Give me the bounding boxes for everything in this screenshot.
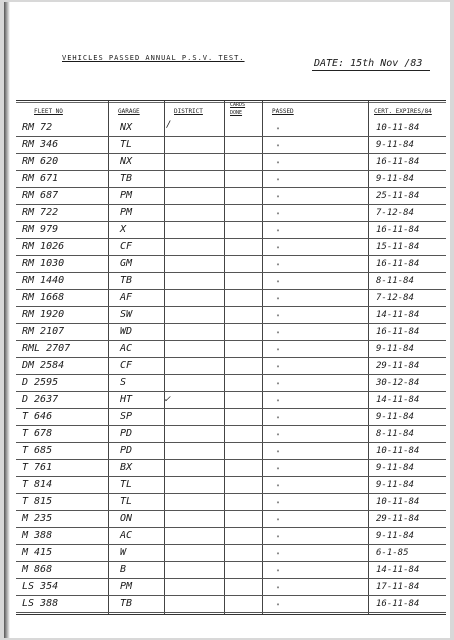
fleet-number: RM 671 bbox=[22, 173, 59, 184]
fleet-number: RM 2107 bbox=[22, 326, 65, 337]
passed-ditto: " bbox=[276, 450, 280, 457]
passed-ditto: " bbox=[276, 586, 280, 593]
fleet-number: RML 2707 bbox=[22, 343, 71, 354]
passed-ditto: " bbox=[276, 178, 280, 185]
header-passed: PASSED bbox=[272, 108, 294, 115]
fleet-number: RM 1440 bbox=[22, 275, 65, 286]
cert-expiry-date: 29-11-84 bbox=[376, 514, 420, 524]
header-fleet-no: FLEET NO bbox=[34, 108, 63, 115]
document-title: VEHICLES PASSED ANNUAL P.S.V. TEST. bbox=[62, 54, 245, 62]
cert-expiry-date: 8-11-84 bbox=[376, 276, 414, 286]
cert-expiry-date: 16-11-84 bbox=[376, 157, 420, 167]
passed-ditto: " bbox=[276, 348, 280, 355]
cert-expiry-date: 9-11-84 bbox=[376, 344, 414, 354]
cert-expiry-date: 8-11-84 bbox=[376, 429, 414, 439]
garage-code: SW bbox=[120, 309, 133, 320]
cert-expiry-date: 10-11-84 bbox=[376, 446, 420, 456]
cert-expiry-date: 10-11-84 bbox=[376, 497, 420, 507]
garage-code: TL bbox=[120, 479, 133, 490]
cert-expiry-date: 16-11-84 bbox=[376, 225, 420, 235]
garage-code: NX bbox=[120, 122, 133, 133]
cert-expiry-date: 9-11-84 bbox=[376, 412, 414, 422]
fleet-number: RM 620 bbox=[22, 156, 59, 167]
garage-code: BX bbox=[120, 462, 133, 473]
fleet-number: RM 346 bbox=[22, 139, 59, 150]
garage-code: CF bbox=[120, 241, 133, 252]
fleet-number: RM 687 bbox=[22, 190, 59, 201]
header-district: DISTRICT bbox=[174, 108, 203, 115]
cert-expiry-date: 14-11-84 bbox=[376, 395, 420, 405]
passed-ditto: " bbox=[276, 314, 280, 321]
cert-expiry-date: 30-12-84 bbox=[376, 378, 420, 388]
garage-code: CF bbox=[120, 360, 133, 371]
cert-expiry-date: 7-12-84 bbox=[376, 208, 414, 218]
check-mark: ✓ bbox=[164, 394, 171, 405]
passed-ditto: " bbox=[276, 501, 280, 508]
fleet-number: RM 979 bbox=[22, 224, 59, 235]
fleet-number: DM 2584 bbox=[22, 360, 65, 371]
garage-code: PM bbox=[120, 190, 133, 201]
header-done: DONE bbox=[230, 110, 243, 116]
garage-code: NX bbox=[120, 156, 133, 167]
fleet-number: M 388 bbox=[22, 530, 53, 541]
passed-ditto: " bbox=[276, 535, 280, 542]
garage-code: B bbox=[120, 564, 127, 575]
garage-code: TB bbox=[120, 275, 133, 286]
table-row bbox=[16, 594, 446, 613]
passed-ditto: " bbox=[276, 382, 280, 389]
cert-expiry-date: 7-12-84 bbox=[376, 293, 414, 303]
fleet-number: RM 72 bbox=[22, 122, 53, 133]
passed-ditto: " bbox=[276, 365, 280, 372]
garage-code: PM bbox=[120, 581, 133, 592]
garage-code: S bbox=[120, 377, 127, 388]
passed-ditto: " bbox=[276, 552, 280, 559]
cert-expiry-date: 10-11-84 bbox=[376, 123, 420, 133]
fleet-number: RM 1920 bbox=[22, 309, 65, 320]
passed-ditto: " bbox=[276, 297, 280, 304]
garage-code: AC bbox=[120, 343, 133, 354]
fleet-number: RM 722 bbox=[22, 207, 59, 218]
fleet-number: T 678 bbox=[22, 428, 53, 439]
cert-expiry-date: 25-11-84 bbox=[376, 191, 420, 201]
garage-code: PM bbox=[120, 207, 133, 218]
cert-expiry-date: 16-11-84 bbox=[376, 259, 420, 269]
table-bottom-rule bbox=[16, 614, 446, 615]
passed-ditto: " bbox=[276, 603, 280, 610]
fleet-number: M 868 bbox=[22, 564, 53, 575]
fleet-number: M 235 bbox=[22, 513, 53, 524]
date-underline bbox=[312, 70, 430, 71]
garage-code: W bbox=[120, 547, 127, 558]
fleet-number: RM 1026 bbox=[22, 241, 65, 252]
garage-code: WD bbox=[120, 326, 133, 337]
garage-code: TL bbox=[120, 496, 133, 507]
passed-ditto: " bbox=[276, 331, 280, 338]
passed-ditto: " bbox=[276, 416, 280, 423]
passed-ditto: " bbox=[276, 127, 280, 134]
cert-expiry-date: 9-11-84 bbox=[376, 174, 414, 184]
fleet-number: RM 1030 bbox=[22, 258, 65, 269]
cert-expiry-date: 9-11-84 bbox=[376, 463, 414, 473]
cert-expiry-date: 14-11-84 bbox=[376, 565, 420, 575]
passed-ditto: " bbox=[276, 195, 280, 202]
garage-code: AC bbox=[120, 530, 133, 541]
passed-ditto: " bbox=[276, 484, 280, 491]
garage-code: GM bbox=[120, 258, 133, 269]
passed-ditto: " bbox=[276, 161, 280, 168]
garage-code: SP bbox=[120, 411, 133, 422]
fleet-number: T 761 bbox=[22, 462, 53, 473]
district-tick-mark: / bbox=[166, 120, 172, 130]
fleet-number: D 2595 bbox=[22, 377, 59, 388]
header-cert-expires: CERT. EXPIRES/84 bbox=[374, 108, 432, 115]
garage-code: AF bbox=[120, 292, 133, 303]
fleet-number: T 814 bbox=[22, 479, 53, 490]
passed-ditto: " bbox=[276, 144, 280, 151]
fleet-number: M 415 bbox=[22, 547, 53, 558]
table-top-rule bbox=[16, 100, 446, 101]
garage-code: ON bbox=[120, 513, 133, 524]
cert-expiry-date: 9-11-84 bbox=[376, 531, 414, 541]
passed-ditto: " bbox=[276, 433, 280, 440]
garage-code: HT bbox=[120, 394, 133, 405]
passed-ditto: " bbox=[276, 399, 280, 406]
cert-expiry-date: 17-11-84 bbox=[376, 582, 420, 592]
passed-ditto: " bbox=[276, 569, 280, 576]
garage-code: TL bbox=[120, 139, 133, 150]
fleet-number: LS 354 bbox=[22, 581, 59, 592]
passed-ditto: " bbox=[276, 229, 280, 236]
cert-expiry-date: 9-11-84 bbox=[376, 140, 414, 150]
fleet-number: RM 1668 bbox=[22, 292, 65, 303]
scan-shadow-edge bbox=[4, 2, 10, 638]
document-date: DATE: 15th Nov /83 bbox=[314, 58, 423, 69]
passed-ditto: " bbox=[276, 263, 280, 270]
header-garage: GARAGE bbox=[118, 108, 140, 115]
garage-code: PD bbox=[120, 428, 133, 439]
passed-ditto: " bbox=[276, 212, 280, 219]
fleet-number: T 685 bbox=[22, 445, 53, 456]
cert-expiry-date: 15-11-84 bbox=[376, 242, 420, 252]
cert-expiry-date: 14-11-84 bbox=[376, 310, 420, 320]
passed-ditto: " bbox=[276, 518, 280, 525]
fleet-number: LS 388 bbox=[22, 598, 59, 609]
garage-code: TB bbox=[120, 598, 133, 609]
cert-expiry-date: 29-11-84 bbox=[376, 361, 420, 371]
garage-code: X bbox=[120, 224, 127, 235]
cert-expiry-date: 6-1-85 bbox=[376, 548, 409, 558]
row-rule bbox=[16, 612, 446, 613]
scanned-page bbox=[4, 2, 450, 638]
passed-ditto: " bbox=[276, 246, 280, 253]
cert-expiry-date: 16-11-84 bbox=[376, 327, 420, 337]
passed-ditto: " bbox=[276, 280, 280, 287]
garage-code: TB bbox=[120, 173, 133, 184]
cert-expiry-date: 9-11-84 bbox=[376, 480, 414, 490]
garage-code: PD bbox=[120, 445, 133, 456]
fleet-number: D 2637 bbox=[22, 394, 59, 405]
fleet-number: T 815 bbox=[22, 496, 53, 507]
cert-expiry-date: 16-11-84 bbox=[376, 599, 420, 609]
fleet-number: T 646 bbox=[22, 411, 53, 422]
header-cards: CARDS bbox=[230, 102, 246, 108]
passed-ditto: " bbox=[276, 467, 280, 474]
